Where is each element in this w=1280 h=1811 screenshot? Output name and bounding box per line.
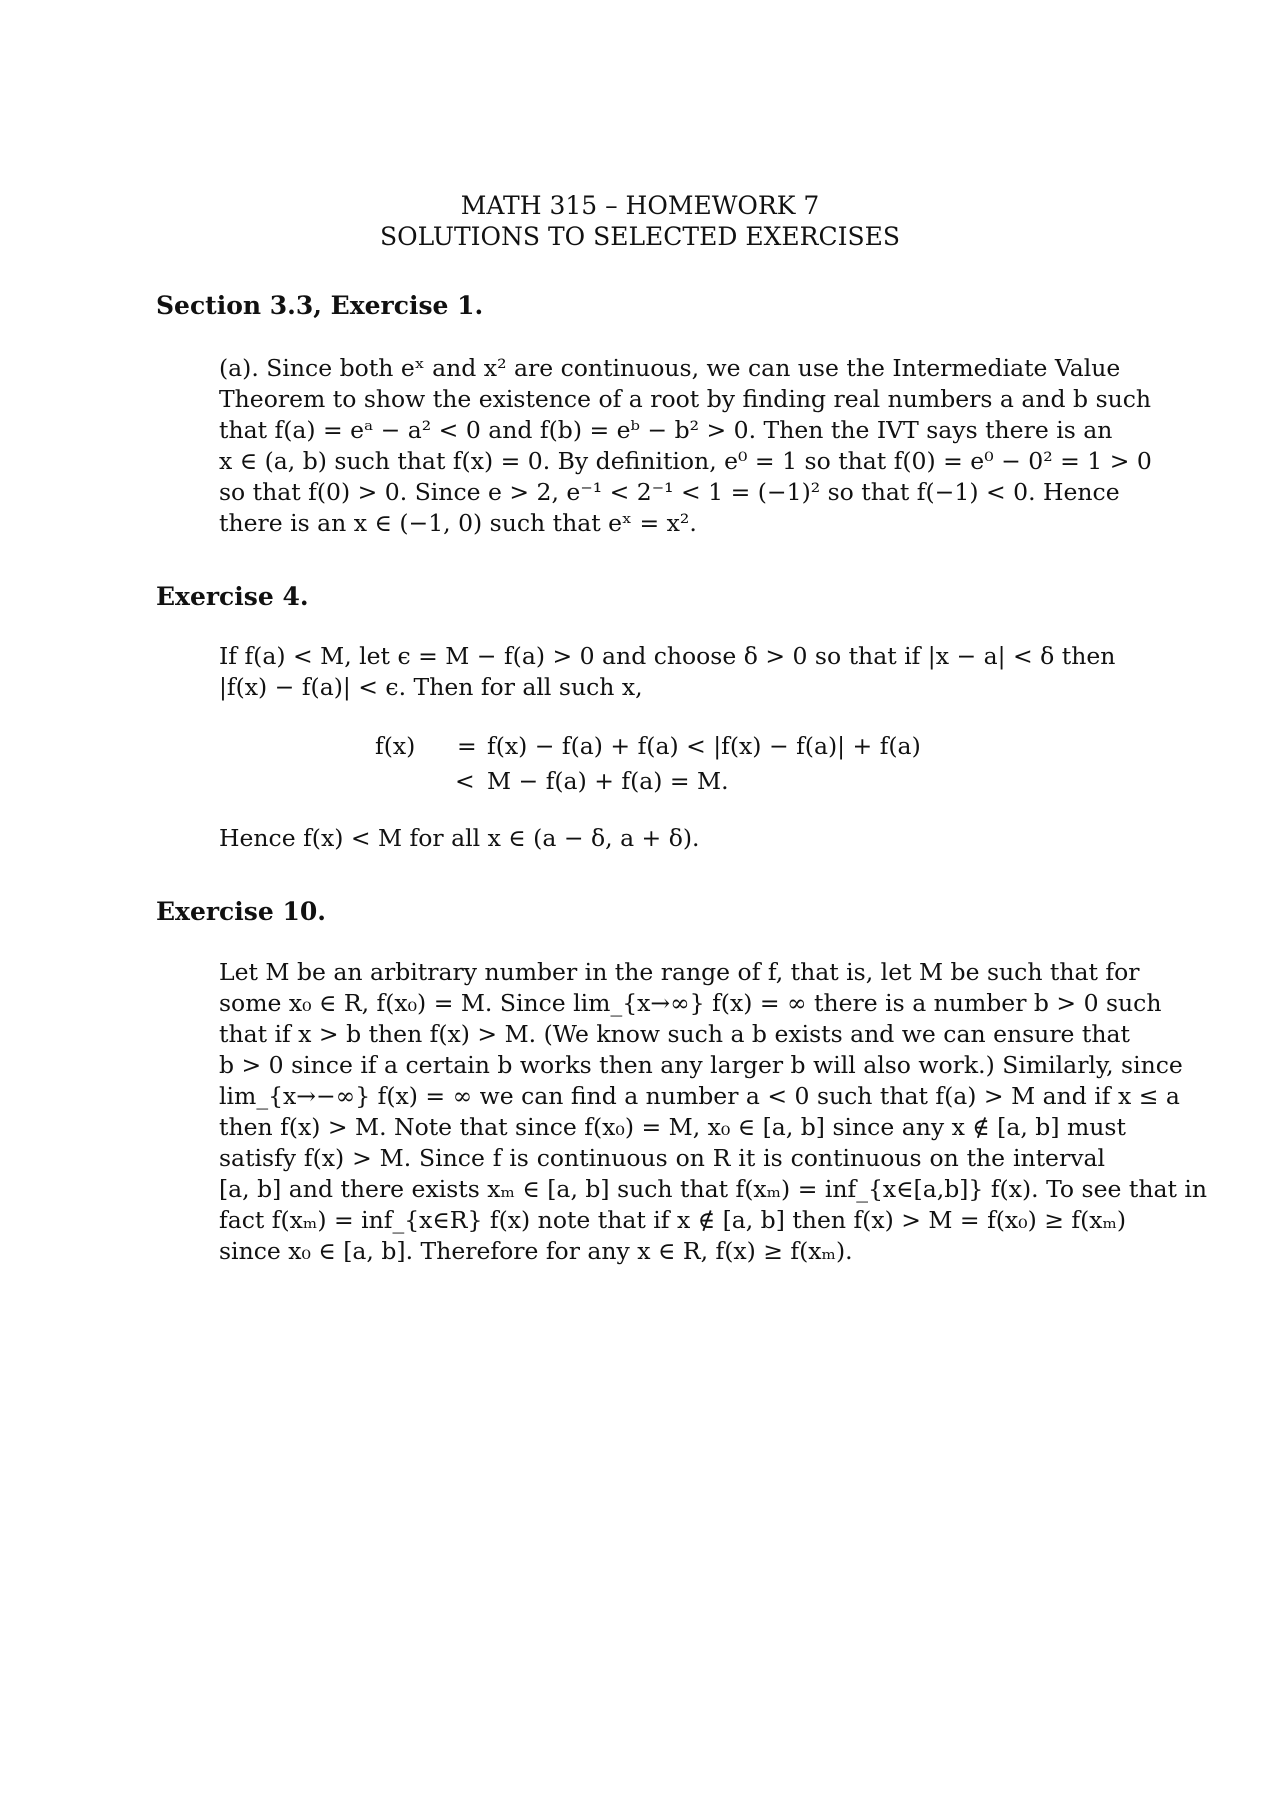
equation-rhs: f(x) − f(a) + f(a) < |f(x) − f(a)| + f(a) — [487, 732, 921, 760]
text-line: b > 0 since if a certain b works then any larger b will also work.) Similarly, since — [219, 1051, 1183, 1079]
text-line: then f(x) > M. Note that since f(x₀) = M, x₀ ∈ [a, b] since any x ∉ [a, b] must — [219, 1113, 1126, 1141]
text-line: If f(a) < M, let ϵ = M − f(a) > 0 and choose δ > 0 so that if |x − a| < δ then — [219, 642, 1116, 670]
title-line-1: MATH 315 – HOMEWORK 7 — [460, 191, 820, 220]
text-line: Let M be an arbitrary number in the range of f, that is, let M be such that for — [219, 958, 1140, 986]
text-line: satisfy f(x) > M. Since f is continuous on R it is continuous on the interval — [219, 1144, 1105, 1172]
exercise-1-body — [219, 353, 1152, 539]
exercise-4-conclusion — [219, 823, 1105, 854]
text-line: (a). Since both eˣ and x² are continuous, we can use the Intermediate Value — [219, 354, 1121, 382]
title-line-2: SOLUTIONS TO SELECTED EXERCISES — [380, 222, 900, 251]
text-line: fact f(xₘ) = inf_{x∈R} f(x) note that if x ∉ [a, b] then f(x) > M = f(x₀) ≥ f(xₘ) — [219, 1206, 1127, 1234]
document-title — [0, 190, 1280, 252]
text-line: there is an x ∈ (−1, 0) such that eˣ = x². — [219, 509, 697, 537]
text-line: since x₀ ∈ [a, b]. Therefore for any x ∈ R, f(x) ≥ f(xₘ). — [219, 1237, 853, 1265]
exercise-4-body — [219, 641, 1116, 703]
text-line: so that f(0) > 0. Since e > 2, e⁻¹ < 2⁻¹ < 1 = (−1)² so that f(−1) < 0. Hence — [219, 478, 1120, 506]
text-line: Hence f(x) < M for all x ∈ (a − δ, a + δ). — [219, 824, 700, 852]
text-line: some x₀ ∈ R, f(x₀) = M. Since lim_{x→∞} f(x) = ∞ there is a number b > 0 such — [219, 989, 1162, 1017]
text-line: x ∈ (a, b) such that f(x) = 0. By definition, e⁰ = 1 so that f(0) = e⁰ − 0² = 1 > 0 — [219, 447, 1152, 475]
section-heading-exercise-1: Section 3.3, Exercise 1. — [156, 291, 484, 320]
section-heading-exercise-10: Exercise 10. — [156, 897, 326, 926]
section-heading-exercise-4: Exercise 4. — [156, 582, 309, 611]
equation-relation: < — [455, 767, 475, 795]
equation-relation: = — [457, 732, 477, 760]
text-line: lim_{x→−∞} f(x) = ∞ we can find a number a < 0 such that f(a) > M and if x ≤ a — [219, 1082, 1180, 1110]
text-line: that if x > b then f(x) > M. (We know such a b exists and we can ensure that — [219, 1020, 1130, 1048]
text-line: [a, b] and there exists xₘ ∈ [a, b] such that f(xₘ) = inf_{x∈[a,b]} f(x). To see that in — [219, 1175, 1208, 1203]
exercise-10-body — [219, 957, 1208, 1267]
text-line: that f(a) = eᵃ − a² < 0 and f(b) = eᵇ − b² > 0. Then the IVT says there is an — [219, 416, 1113, 444]
text-line: Theorem to show the existence of a root by finding real numbers a and b such — [219, 385, 1152, 413]
equation-rhs: M − f(a) + f(a) = M. — [487, 767, 729, 795]
text-line: |f(x) − f(a)| < ϵ. Then for all such x, — [219, 673, 643, 701]
equation-lhs: f(x) — [375, 732, 416, 760]
